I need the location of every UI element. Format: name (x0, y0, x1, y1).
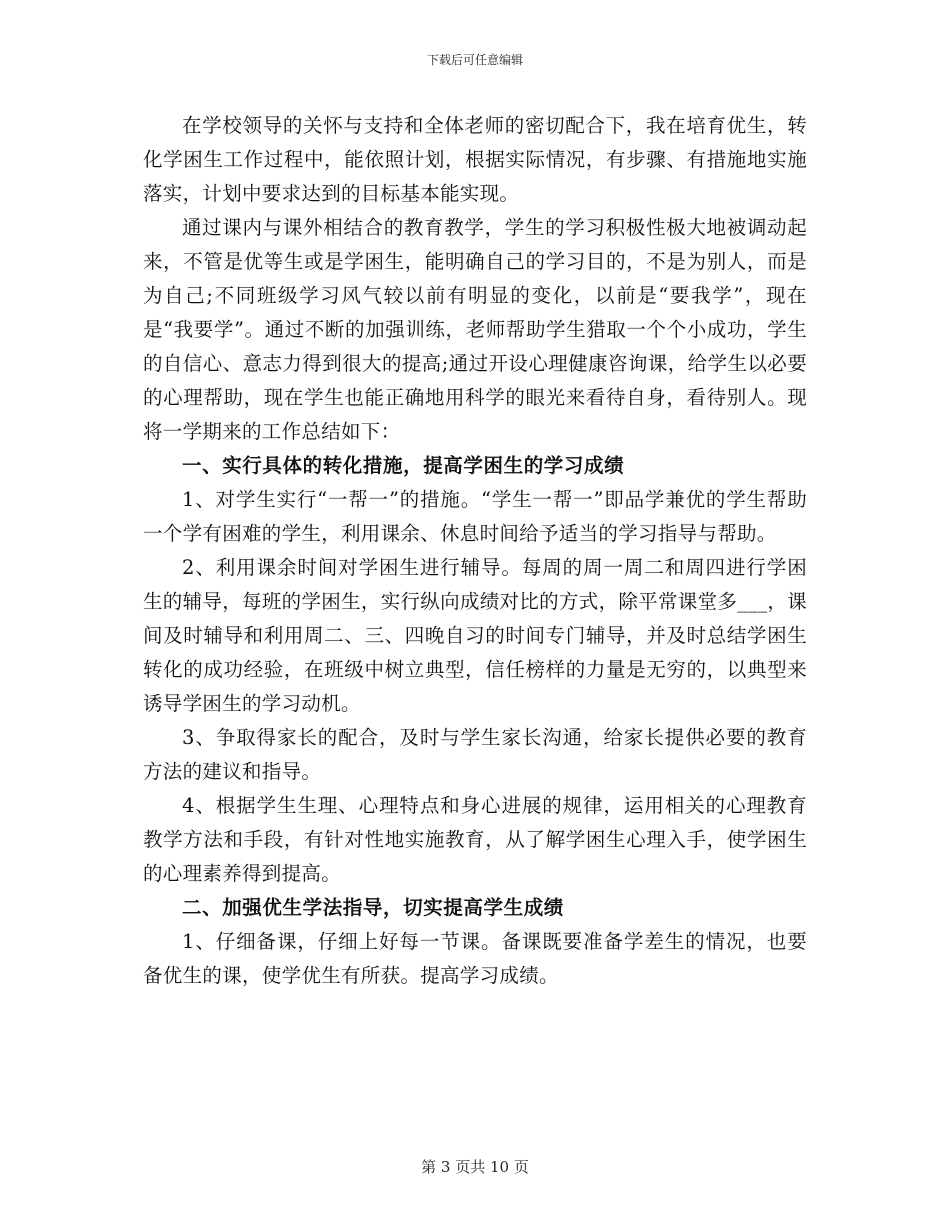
paragraph-item-1-3: 3、争取得家长的配合，及时与学生家长沟通，给家长提供必要的教育方法的建议和指导。 (143, 726, 807, 783)
paragraph-item-1-2: 2、利用课余时间对学困生进行辅导。每周的周一周二和周四进行学困生的辅导，每班的学困生，实行纵向成绩对比的方式，除平常课堂多___，课间及时辅导和利用周二、三、四晚自习的时间专门辅导，并及时总结学困生转化的成功经验，在班级中树立典型，信任榜样的力量是无穷的，以典型来诱导学困生的学习动机。 (143, 556, 807, 715)
paragraph-intro: 在学校领导的关怀与支持和全体老师的密切配合下，我在培育优生，转化学困生工作过程中，能依照计划，根据实际情况，有步骤、有措施地实施落实，计划中要求达到的目标基本能实现。 (143, 114, 807, 205)
paragraph-item-2-1: 1、仔细备课，仔细上好每一节课。备课既要准备学差生的情况，也要备优生的课，使学优生有所获。提高学习成绩。 (143, 930, 807, 987)
paragraph-overview: 通过课内与课外相结合的教育教学，学生的学习积极性极大地被调动起来，不管是优等生或是学困生，能明确自己的学习目的，不是为别人，而是为自己;不同班级学习风气较以前有明显的变化，以前是“要我学”，现在是“我要学”。通过不断的加强训练，老师帮助学生猎取一个个小成功，学生的自信心、意志力得到很大的提高;通过开设心理健康咨询课，给学生以必要的心理帮助，现在学生也能正确地用科学的眼光来看待自身，看待别人。现将一学期来的工作总结如下： (143, 216, 807, 443)
page-header: 下载后可任意编辑 (426, 53, 523, 67)
page-footer: 第 3 页共 10 页 (421, 1158, 529, 1176)
paragraph-item-1-4: 4、根据学生生理、心理特点和身心进展的规律，运用相关的心理教育教学方法和手段，有针对性地实施教育，从了解学困生心理入手，使学困生的心理素养得到提高。 (143, 794, 807, 885)
paragraph-item-1-1: 1、对学生实行“一帮一”的措施。“学生一帮一”即品学兼优的学生帮助一个学有困难的学生，利用课余、休息时间给予适当的学习指导与帮助。 (143, 488, 807, 545)
document-body (143, 109, 807, 993)
section-heading-2: 二、加强优生学法指导，切实提高学生成绩 (182, 896, 564, 919)
section-heading-1: 一、实行具体的转化措施，提高学困生的学习成绩 (182, 454, 625, 477)
